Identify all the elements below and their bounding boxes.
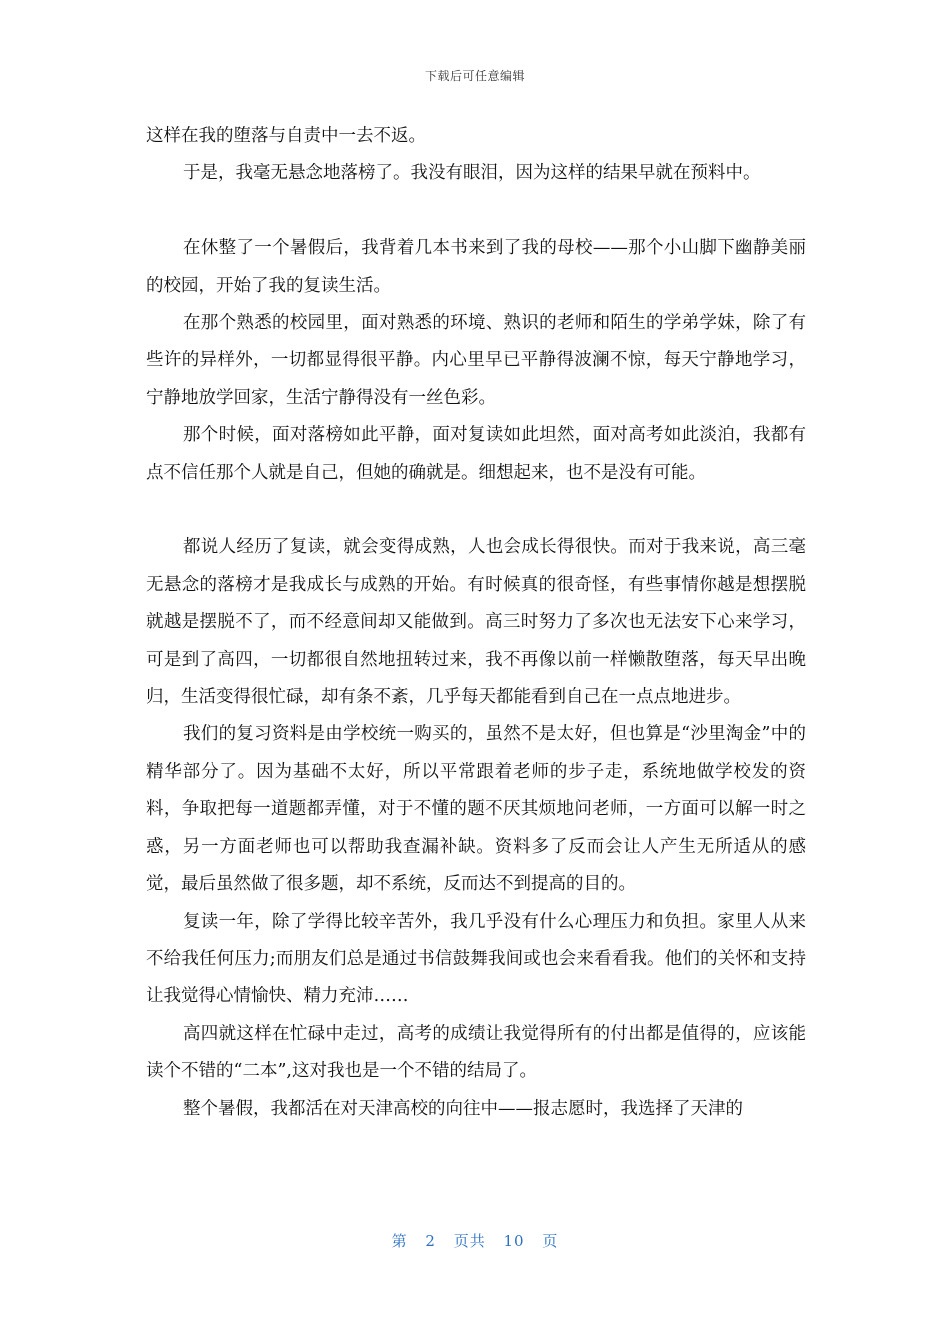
paragraph: 整个暑假，我都活在对天津高校的向往中——报志愿时，我选择了天津的: [183, 1098, 743, 1119]
page-label-suffix: 页: [542, 1232, 559, 1250]
paragraph: 高四就这样在忙碌中走过，高考的成绩让我觉得所有的付出都是值得的，应该能读个不错的“二本”,这对我也是一个不错的结局了。: [146, 1023, 806, 1082]
paragraph: 于是，我毫无悬念地落榜了。我没有眼泪，因为这样的结果早就在预料中。: [183, 163, 761, 184]
paragraph: 都说人经历了复读，就会变得成熟，人也会成长得很快。而对于我来说，高三毫无悬念的落榜才是我成长与成熟的开始。有时候真的很奇怪，有些事情你越是想摆脱就越是摆脱不了，而不经意间却又能做到。高三时努力了多次也无法安下心来学习，可是到了高四，一切都很自然地扭转过来，我不再像以前一样懒散堕落，每天早出晚归，生活变得很忙碌，却有条不紊，几乎每天都能看到自己在一点点地进步。: [146, 537, 806, 708]
paragraph-spacer: [146, 193, 806, 230]
paragraph: 在那个熟悉的校园里，面对熟悉的环境、熟识的老师和陌生的学弟学妹，除了有些许的异样外，一切都显得很平静。内心里早已平静得波澜不惊，每天宁静地学习，宁静地放学回家，生活宁静得没有一丝色彩。: [146, 313, 806, 408]
page-number-footer: [0, 1230, 950, 1251]
page-header-note: 下载后可任意编辑: [424, 69, 525, 83]
total-page-count: 10: [503, 1232, 525, 1250]
paragraph-spacer: [146, 492, 806, 529]
paragraph: 在休整了一个暑假后，我背着几本书来到了我的母校——那个小山脚下幽静美丽的校园，开始了我的复读生活。: [146, 238, 806, 296]
document-body: [146, 118, 806, 1128]
current-page-number: 2: [425, 1232, 436, 1250]
paragraph-continuation: 这样在我的堕落与自责中一去不返。: [146, 126, 426, 146]
page-label-prefix: 第: [391, 1232, 408, 1250]
paragraph: 复读一年，除了学得比较辛苦外，我几乎没有什么心理压力和负担。家里人从来不给我任何压力;而朋友们总是通过书信鼓舞我间或也会来看看我。他们的关怀和支持让我觉得心情愉快、精力充沛……: [146, 911, 806, 1007]
paragraph: 那个时候，面对落榜如此平静，面对复读如此坦然，面对高考如此淡泊，我都有点不信任那个人就是自己，但她的确就是。细想起来，也不是没有可能。: [146, 425, 806, 483]
page-label-mid: 页共: [453, 1232, 486, 1250]
paragraph: 我们的复习资料是由学校统一购买的，虽然不是太好，但也算是“沙里淘金”中的精华部分了。因为基础不太好，所以平常跟着老师的步子走，系统地做学校发的资料，争取把每一道题都弄懂，对于不懂的题不厌其烦地问老师，一方面可以解一时之惑，另一方面老师也可以帮助我查漏补缺。资料多了反而会让人产生无所适从的感觉，最后虽然做了很多题，却不系统，反而达不到提高的目的。: [146, 724, 806, 895]
